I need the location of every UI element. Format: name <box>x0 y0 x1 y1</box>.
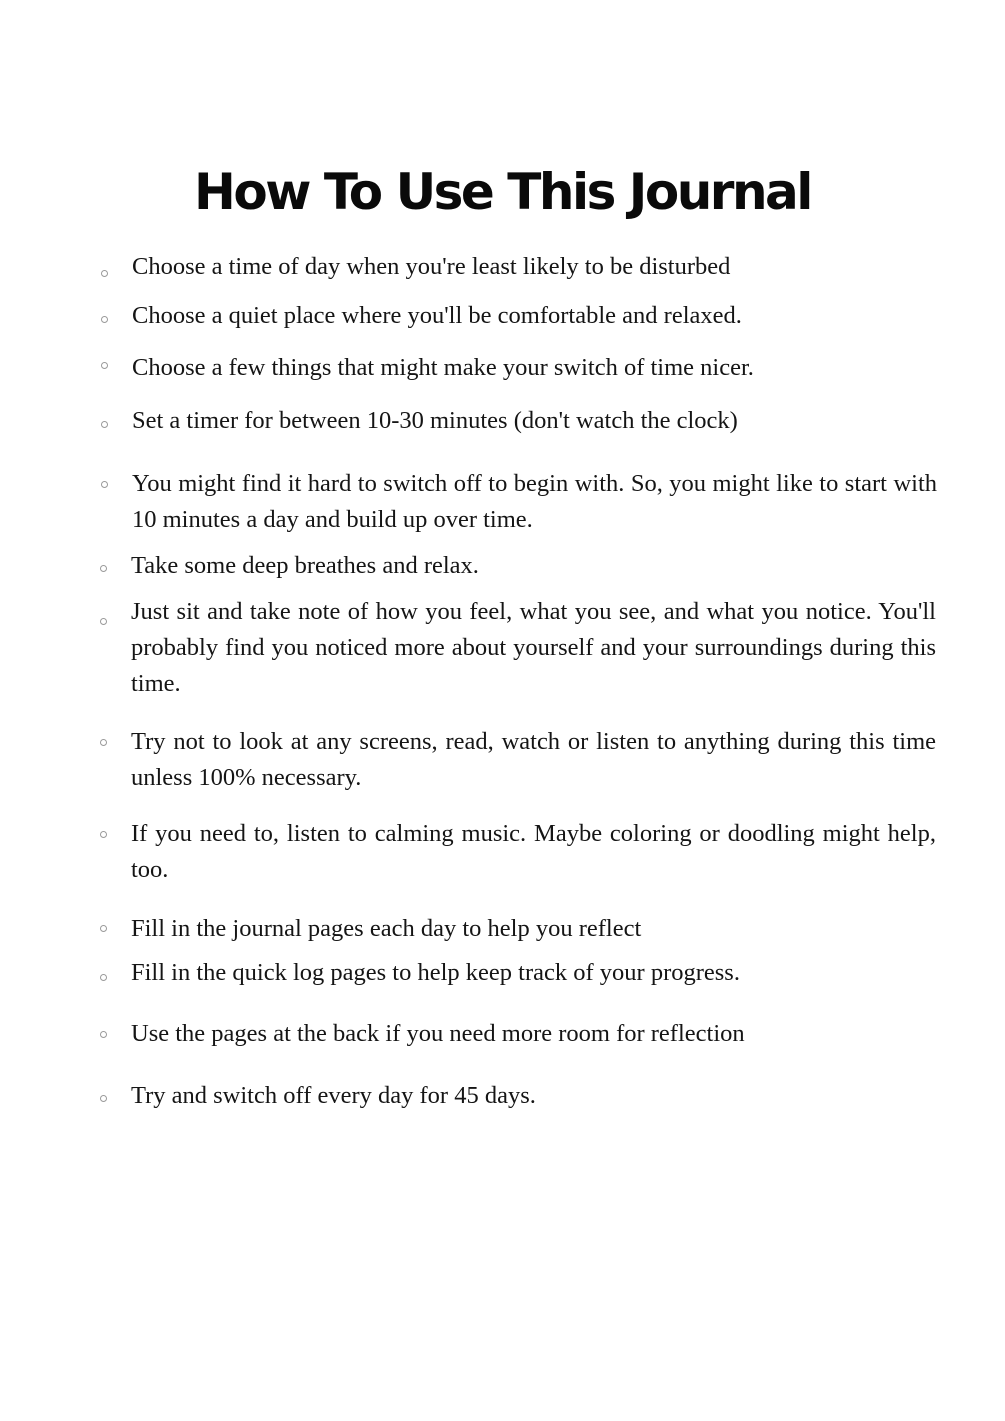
list-item-text: Choose a few things that might make your switch of time nicer. <box>132 354 754 381</box>
circle-bullet-icon <box>100 974 107 981</box>
page-title: How To Use This Journal <box>194 162 811 221</box>
list-item-text: Choose a time of day when you're least likely to be disturbed <box>132 253 731 280</box>
circle-bullet-icon <box>100 565 107 572</box>
list-item-text: Just sit and take note of how you feel, what you see, and what you notice. You'll probably find you noticed more about yourself and your surroundings during this time. <box>131 598 936 697</box>
list-item-text: Use the pages at the back if you need more room for reflection <box>131 1020 745 1047</box>
list-item-text: If you need to, listen to calming music. Maybe coloring or doodling might help, too. <box>131 820 936 883</box>
circle-bullet-icon <box>100 1031 107 1038</box>
list-item-text: Fill in the journal pages each day to help you reflect <box>131 915 642 942</box>
list-item-text: Fill in the quick log pages to help keep track of your progress. <box>131 959 740 986</box>
list-item-text: Try not to look at any screens, read, watch or listen to anything during this time unless 100% necessary. <box>131 728 936 791</box>
list-item-text: Try and switch off every day for 45 days. <box>131 1082 536 1109</box>
list-item-text: Set a timer for between 10-30 minutes (don't watch the clock) <box>132 407 738 434</box>
circle-bullet-icon <box>101 481 108 488</box>
circle-bullet-icon <box>100 739 107 746</box>
circle-bullet-icon <box>100 1095 107 1102</box>
circle-bullet-icon <box>100 831 107 838</box>
circle-bullet-icon <box>100 925 107 932</box>
list-item-text: Take some deep breathes and relax. <box>131 552 479 579</box>
list-item-text: Choose a quiet place where you'll be comfortable and relaxed. <box>132 302 742 329</box>
circle-bullet-icon <box>101 270 108 277</box>
circle-bullet-icon <box>101 362 108 369</box>
circle-bullet-icon <box>101 316 108 323</box>
circle-bullet-icon <box>100 618 107 625</box>
circle-bullet-icon <box>101 421 108 428</box>
list-item-text: You might find it hard to switch off to begin with. So, you might like to start with 10 minutes a day and build up over time. <box>132 470 937 533</box>
